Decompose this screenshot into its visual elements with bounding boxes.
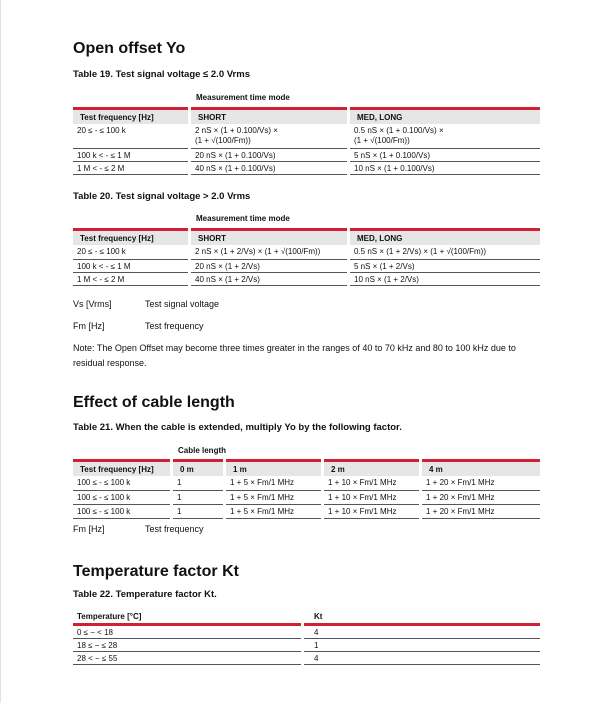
table-cell: 1 <box>173 476 223 490</box>
table20 <box>73 228 540 286</box>
table-row <box>73 476 540 490</box>
page-left-border <box>0 0 1 703</box>
table19-group-header: Measurement time mode <box>196 93 290 102</box>
table-row <box>73 639 540 652</box>
table-row <box>73 245 540 259</box>
table22-header-kt: Kt <box>304 609 540 623</box>
table-cell: 0.5 nS × (1 + 2/Vs) × (1 + √(100/Fm)) <box>350 245 540 259</box>
table-cell: 1 + 10 × Fm/1 MHz <box>324 504 419 518</box>
table-row <box>73 148 540 161</box>
table-cell: 0 ≤ − < 18 <box>73 625 301 639</box>
legend-term-fm: Fm [Hz] <box>73 321 105 331</box>
table-cell: 5 nS × (1 + 0.100/Vs) <box>350 148 540 161</box>
table-cell: 1 + 5 × Fm/1 MHz <box>226 476 321 490</box>
table22 <box>73 609 540 665</box>
table-cell: 1 + 20 × Fm/1 MHz <box>422 490 540 504</box>
table20-group-header: Measurement time mode <box>196 214 290 223</box>
table-cell: 10 nS × (1 + 2/Vs) <box>350 272 540 285</box>
open-offset-note: Note: The Open Offset may become three times greater in the ranges of 40 to 70 kHz and 80 to 100 kHz due to residual response. <box>73 343 516 368</box>
table21-header-freq: Test frequency [Hz] <box>73 461 170 477</box>
table-row <box>73 124 540 148</box>
table21-group-header: Cable length <box>178 446 227 455</box>
table-cell: 100 k < - ≤ 1 M <box>73 259 188 272</box>
table-cell: 40 nS × (1 + 2/Vs) <box>191 272 347 285</box>
table-cell: 1 + 20 × Fm/1 MHz <box>422 476 540 490</box>
legend-desc-fm: Test frequency <box>145 321 204 331</box>
table-cell: 4 <box>304 625 540 639</box>
table-cell: 20 nS × (1 + 0.100/Vs) <box>191 148 347 161</box>
table-cell: 20 ≤ - ≤ 100 k <box>73 124 188 148</box>
section-title-temperature: Temperature factor Kt <box>73 563 239 580</box>
table-cell: 18 ≤ − ≤ 28 <box>73 639 301 652</box>
table-row <box>73 504 540 518</box>
table21-header-4m: 4 m <box>422 461 540 477</box>
table-row <box>73 259 540 272</box>
table-cell: 1 M < - ≤ 2 M <box>73 272 188 285</box>
table21-header-1m: 1 m <box>226 461 321 477</box>
section-title-open-offset: Open offset Yo <box>73 40 186 57</box>
table-cell: 0.5 nS × (1 + 0.100/Vs) × (1 + √(100/Fm)) <box>350 124 540 148</box>
legend2-term-fm: Fm [Hz] <box>73 524 105 534</box>
table-cell: 20 ≤ - ≤ 100 k <box>73 245 188 259</box>
table-cell: 1 + 5 × Fm/1 MHz <box>226 490 321 504</box>
legend-term-vs: Vs [Vrms] <box>73 299 112 309</box>
table-cell: 10 nS × (1 + 0.100/Vs) <box>350 161 540 174</box>
table-row <box>73 161 540 174</box>
table-cell: 100 ≤ - ≤ 100 k <box>73 504 170 518</box>
table21-header-0m: 0 m <box>173 461 223 477</box>
table19 <box>73 107 540 175</box>
table19-header-freq: Test frequency [Hz] <box>73 109 188 125</box>
table-cell: 100 ≤ - ≤ 100 k <box>73 490 170 504</box>
table19-caption: Table 19. Test signal voltage ≤ 2.0 Vrms <box>73 69 250 80</box>
legend-desc-vs: Test signal voltage <box>145 299 220 309</box>
table-cell: 20 nS × (1 + 2/Vs) <box>191 259 347 272</box>
table-cell: 5 nS × (1 + 2/Vs) <box>350 259 540 272</box>
table19-header-short: SHORT <box>191 109 347 125</box>
table20-header-freq: Test frequency [Hz] <box>73 230 188 246</box>
table-cell: 4 <box>304 652 540 665</box>
section-title-cable: Effect of cable length <box>73 394 235 411</box>
table21 <box>73 459 540 519</box>
table-cell: 40 nS × (1 + 0.100/Vs) <box>191 161 347 174</box>
table21-caption: Table 21. When the cable is extended, multiply Yo by the following factor. <box>73 422 402 433</box>
table-cell: 1 <box>304 639 540 652</box>
table-cell: 1 + 5 × Fm/1 MHz <box>226 504 321 518</box>
legend2-desc-fm: Test frequency <box>145 524 204 534</box>
table-cell: 2 nS × (1 + 0.100/Vs) × (1 + √(100/Fm)) <box>191 124 347 148</box>
table20-caption: Table 20. Test signal voltage > 2.0 Vrms <box>73 191 251 202</box>
table-cell: 1 + 10 × Fm/1 MHz <box>324 476 419 490</box>
table19-header-medlong: MED, LONG <box>350 109 540 125</box>
table-cell: 1 <box>173 490 223 504</box>
table-row <box>73 652 540 665</box>
table-row <box>73 272 540 285</box>
table-cell: 2 nS × (1 + 2/Vs) × (1 + √(100/Fm)) <box>191 245 347 259</box>
table20-header-short: SHORT <box>191 230 347 246</box>
table-cell: 1 M < - ≤ 2 M <box>73 161 188 174</box>
table-cell: 28 < − ≤ 55 <box>73 652 301 665</box>
table-cell: 1 + 20 × Fm/1 MHz <box>422 504 540 518</box>
table-cell: 100 ≤ - ≤ 100 k <box>73 476 170 490</box>
table-row <box>73 490 540 504</box>
table-cell: 1 <box>173 504 223 518</box>
table22-caption: Table 22. Temperature factor Kt. <box>73 589 217 600</box>
table-cell: 100 k < - ≤ 1 M <box>73 148 188 161</box>
table20-header-medlong: MED, LONG <box>350 230 540 246</box>
table21-header-2m: 2 m <box>324 461 419 477</box>
table-row <box>73 625 540 639</box>
table-cell: 1 + 10 × Fm/1 MHz <box>324 490 419 504</box>
table22-header-temp: Temperature [°C] <box>73 609 301 623</box>
